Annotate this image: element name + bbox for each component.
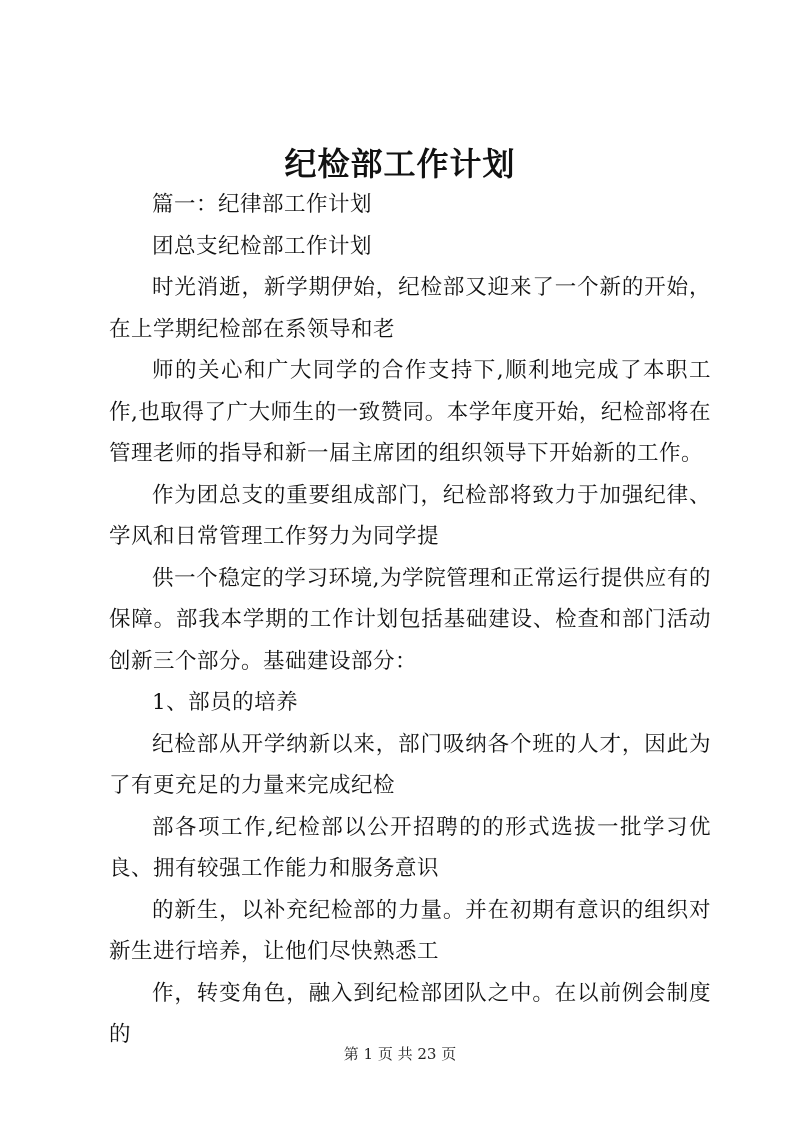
paragraph: 1、部员的培养 xyxy=(152,690,299,715)
paragraph: 师的关心和广大同学的合作支持下,顺利地完成了本职工作,也取得了广大师生的一致赞同。本学年度开始，纪检部将在管理老师的指导和新一届主席团的组织领导下开始新的工作。 xyxy=(109,358,711,466)
paragraph: 篇一：纪律部工作计划 xyxy=(152,192,373,217)
paragraph: 团总支纪检部工作计划 xyxy=(152,233,373,259)
paragraph: 作为团总支的重要组成部门，纪检部将致力于加强纪律、学风和日常管理工作努力为同学提 xyxy=(109,482,711,549)
document-title: 纪检部工作计划 xyxy=(284,145,516,183)
page-footer: 第 1 页 共 23 页 xyxy=(343,1045,457,1063)
paragraph: 作，转变角色，融入到纪检部团队之中。在以前例会制度的 xyxy=(109,980,711,1047)
paragraph: 部各项工作,纪检部以公开招聘的的形式选拔一批学习优良、拥有较强工作能力和服务意识 xyxy=(109,814,711,881)
paragraph: 纪检部从开学纳新以来，部门吸纳各个班的人才，因此为了有更充足的力量来完成纪检 xyxy=(109,731,711,798)
document-body xyxy=(109,184,711,1056)
paragraph: 供一个稳定的学习环境,为学院管理和正常运行提供应有的保障。部我本学期的工作计划包括基础建设、检查和部门活动创新三个部分。基础建设部分： xyxy=(109,565,711,674)
paragraph: 的新生，以补充纪检部的力量。并在初期有意识的组织对新生进行培养，让他们尽快熟悉工 xyxy=(109,897,711,964)
paragraph: 时光消逝，新学期伊始，纪检部又迎来了一个新的开始，在上学期纪检部在系领导和老 xyxy=(109,275,711,342)
